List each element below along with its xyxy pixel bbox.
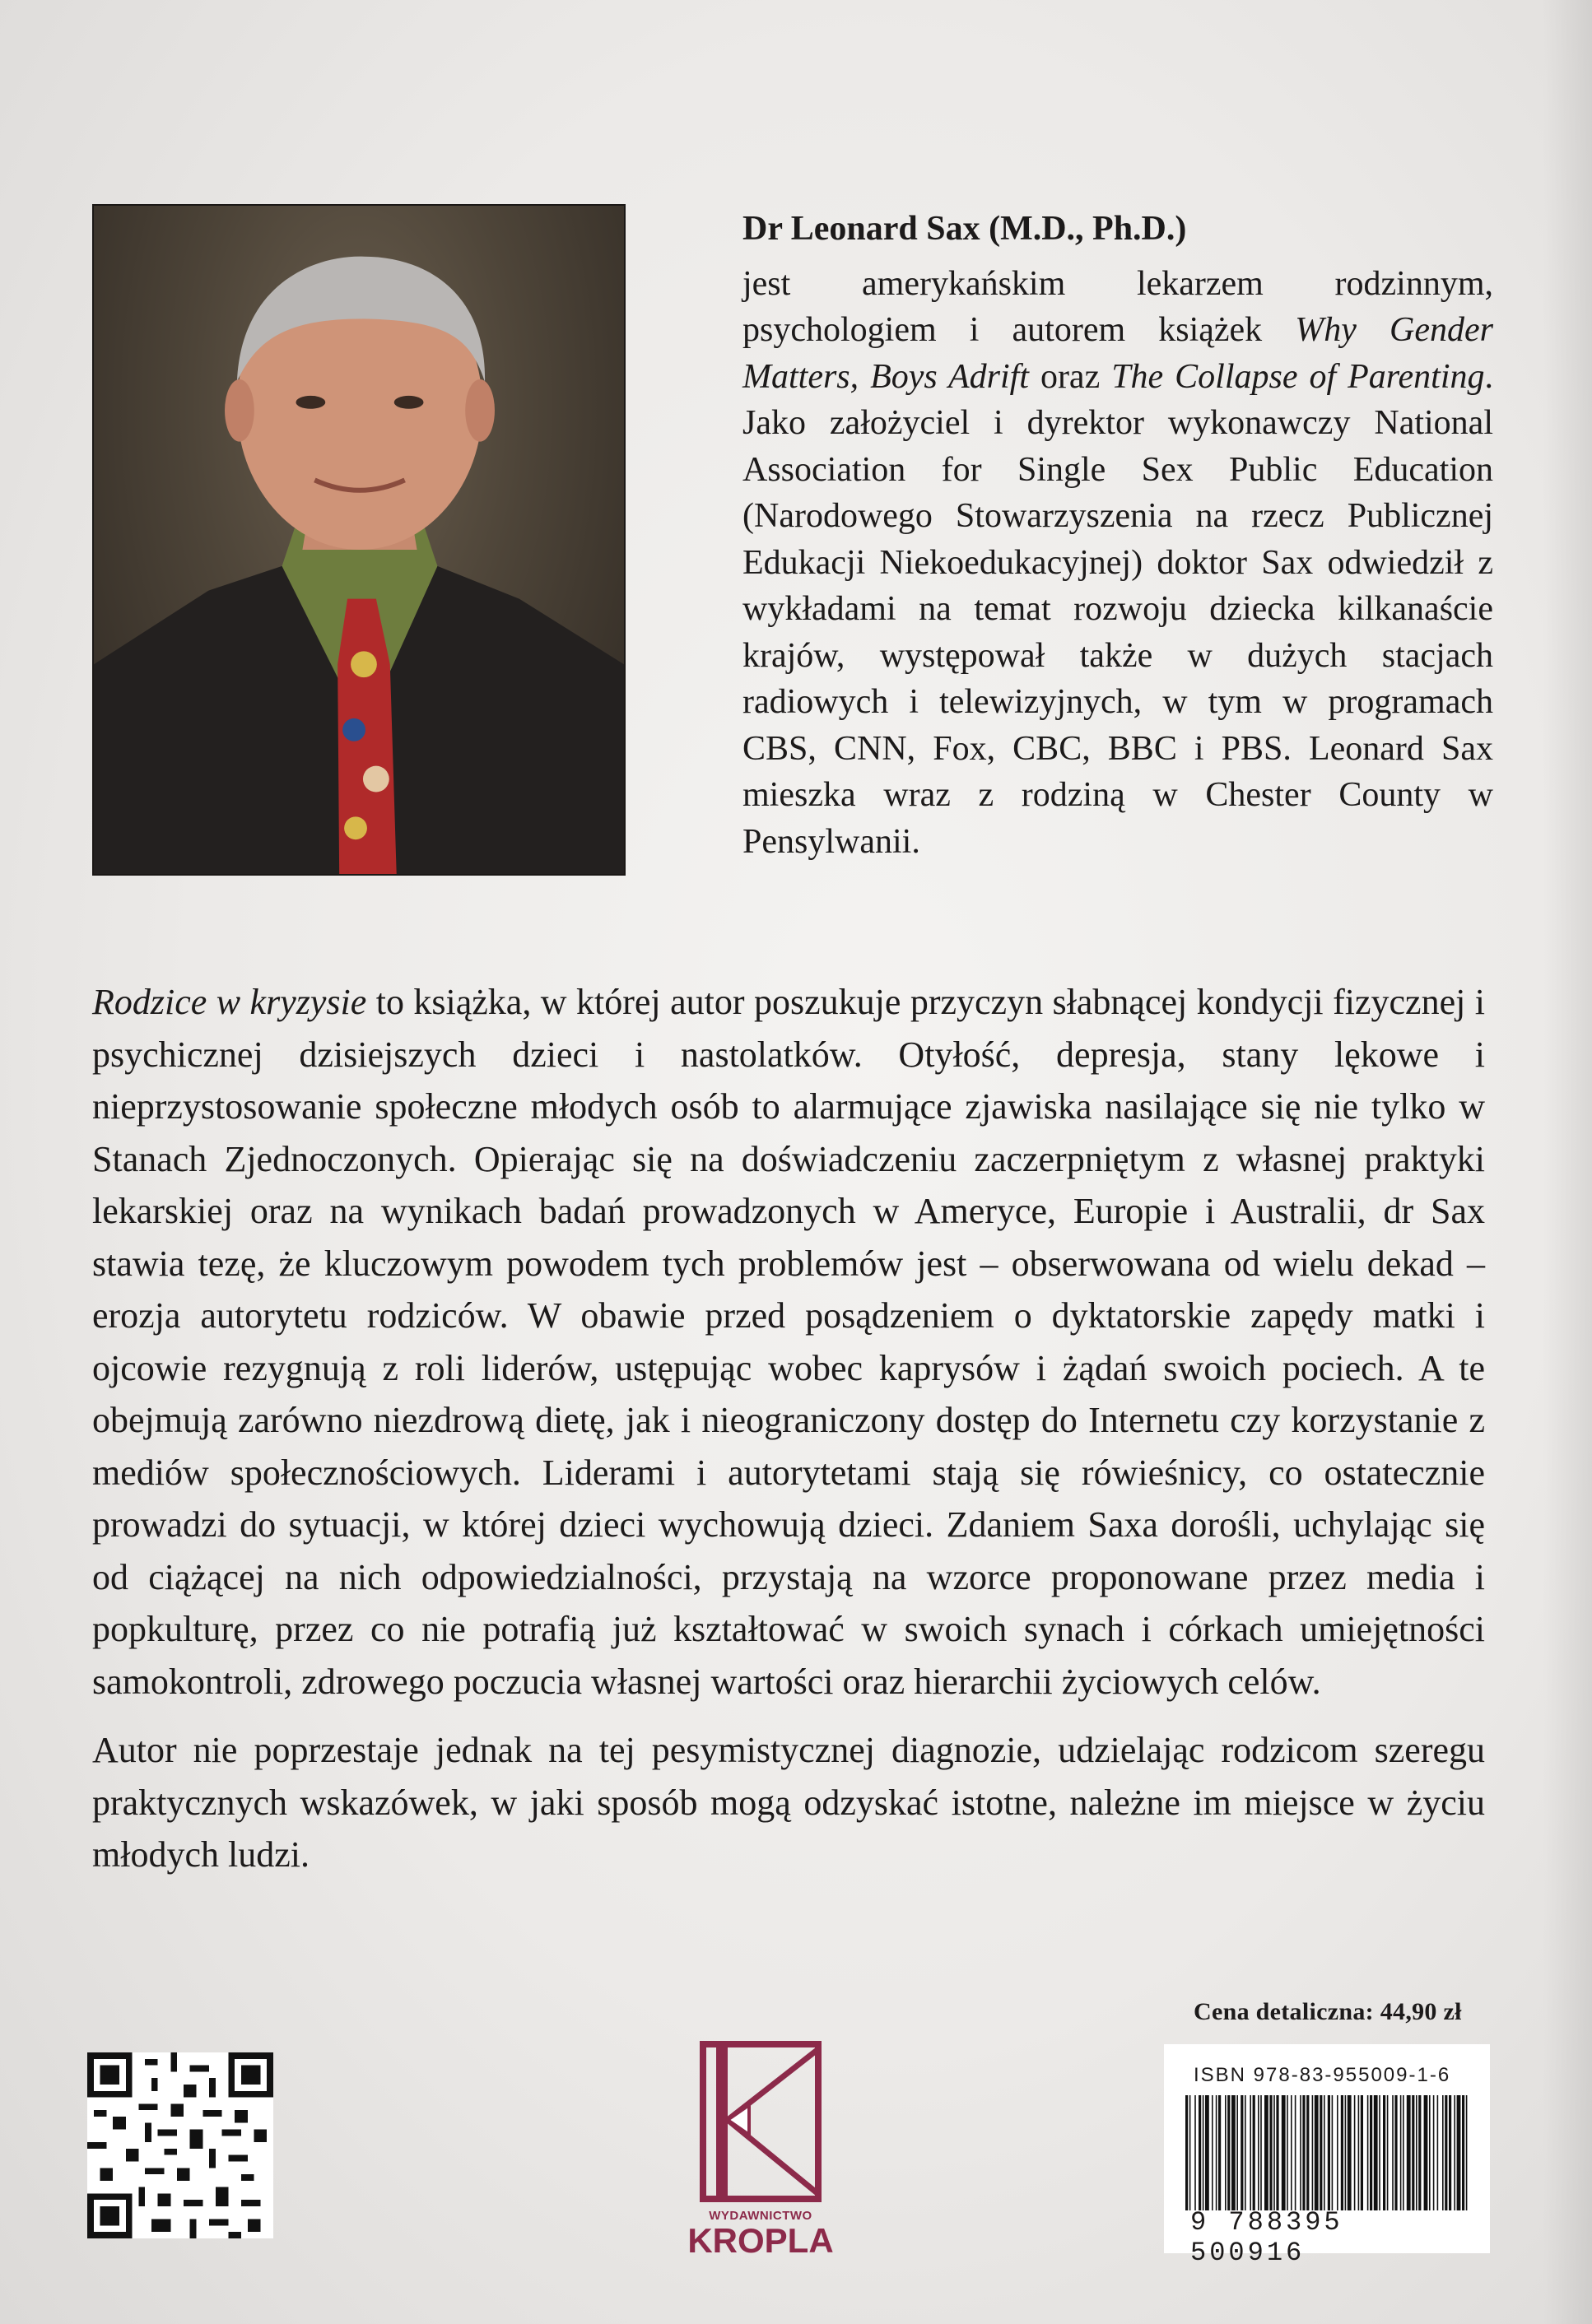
author-portrait-illustration xyxy=(94,206,624,874)
barcode-bar xyxy=(1337,2095,1338,2210)
author-name: Dr Leonard Sax (M.D., Ph.D.) xyxy=(742,210,1187,248)
barcode-bar xyxy=(1282,2095,1286,2210)
barcode-bar xyxy=(1394,2095,1397,2210)
barcode-bar xyxy=(1412,2095,1414,2210)
barcode-bar xyxy=(1276,2095,1278,2210)
publisher-name: KROPLA xyxy=(687,2221,834,2260)
barcode-bar xyxy=(1216,2095,1217,2210)
barcode-bar xyxy=(1358,2095,1360,2210)
barcode-bar xyxy=(1379,2095,1380,2210)
barcode-bar xyxy=(1454,2095,1455,2210)
barcode-bar xyxy=(1260,2095,1262,2210)
barcode-bar xyxy=(1227,2095,1230,2210)
barcode-bar xyxy=(1466,2095,1468,2210)
qr-code-graphic xyxy=(87,2052,273,2238)
barcode-bar xyxy=(1185,2095,1188,2210)
barcode-bar xyxy=(1332,2095,1334,2210)
bio-part: oraz xyxy=(1028,357,1112,396)
bio-part: jest amerykańskim lekarzem rodzinnym, psychologiem i autorem książek xyxy=(742,264,1493,349)
barcode-bar xyxy=(1199,2095,1201,2210)
barcode-bar xyxy=(1416,2095,1417,2210)
barcode-bar xyxy=(1348,2095,1352,2210)
barcode-bar xyxy=(1367,2095,1369,2210)
description-paragraph-1 xyxy=(92,976,1485,1708)
barcode-bar xyxy=(1418,2095,1421,2210)
author-bio xyxy=(742,206,1493,865)
barcode-bar xyxy=(1361,2095,1363,2210)
book-description xyxy=(92,976,1485,1898)
barcode-bar xyxy=(1231,2095,1236,2210)
barcode-bar xyxy=(1383,2095,1385,2210)
publisher-logo xyxy=(678,2041,843,2260)
isbn-barcode xyxy=(1164,2044,1490,2268)
barcode-bar xyxy=(1250,2095,1251,2210)
barcode-bars xyxy=(1185,2095,1469,2210)
author-bio-text xyxy=(742,261,1493,866)
barcode-bar xyxy=(1212,2095,1213,2210)
bio-part-italic: Why Gender Matters, Boys Adrift xyxy=(742,311,1493,396)
barcode-bar xyxy=(1245,2095,1246,2210)
page-edge-shadow xyxy=(1543,0,1592,2324)
barcode-bar xyxy=(1442,2095,1444,2210)
barcode-bar xyxy=(1225,2095,1227,2210)
barcode-bar xyxy=(1328,2095,1330,2210)
retail-price: Cena detaliczna: 44,90 zł xyxy=(1194,1998,1462,2025)
barcode-bar xyxy=(1205,2095,1209,2210)
author-photo xyxy=(92,204,626,876)
barcode-bar xyxy=(1324,2095,1325,2210)
barcode-bar xyxy=(1264,2095,1268,2210)
barcode-bar xyxy=(1315,2095,1319,2210)
barcode-bar xyxy=(1445,2095,1447,2210)
barcode-bar xyxy=(1449,2095,1451,2210)
barcode-bar xyxy=(1302,2095,1305,2210)
barcode-bar xyxy=(1287,2095,1288,2210)
barcode-bar xyxy=(1392,2095,1394,2210)
barcode-bar xyxy=(1457,2095,1461,2210)
barcode-bar xyxy=(1345,2095,1347,2210)
barcode-bar xyxy=(1320,2095,1322,2210)
barcode-bar xyxy=(1400,2095,1402,2210)
barcode-bar xyxy=(1424,2095,1428,2210)
barcode-bar xyxy=(1295,2095,1296,2210)
bio-part-italic: The Collapse of Parenting xyxy=(1111,357,1485,396)
publisher-subtitle: WYDAWNICTWO xyxy=(709,2209,812,2223)
barcode-bar xyxy=(1203,2095,1204,2210)
barcode-bar xyxy=(1306,2095,1309,2210)
barcode-bar xyxy=(1273,2095,1275,2210)
barcode-bar xyxy=(1403,2095,1404,2210)
isbn-number: ISBN 978-83-955009-1-6 xyxy=(1194,2064,1451,2086)
barcode-bar xyxy=(1407,2095,1411,2210)
barcode-bar xyxy=(1218,2095,1221,2210)
barcode-bar xyxy=(1253,2095,1255,2210)
barcode-bar xyxy=(1258,2095,1259,2210)
barcode-bar xyxy=(1300,2095,1301,2210)
kropla-logo-icon xyxy=(700,2041,822,2202)
barcode-bar xyxy=(1354,2095,1356,2210)
barcode-bar xyxy=(1341,2095,1343,2210)
barcode-digits: 9 788395 500916 xyxy=(1190,2207,1343,2268)
qr-code-icon xyxy=(87,2052,273,2238)
barcode-bar xyxy=(1437,2095,1439,2210)
barcode-bar xyxy=(1241,2095,1243,2210)
barcode-bar xyxy=(1462,2095,1464,2210)
description-paragraph-2: Autor nie poprzestaje jednak na tej pesymistycznej diagnozie, udzielając rodzicom szeregu praktycznych wskazówek, w jaki sposób mogą odzyskać istotne, należne im miejsce w życiu młodych ludzi. xyxy=(92,1730,1485,1875)
barcode-bar xyxy=(1370,2095,1372,2210)
barcode-bar xyxy=(1387,2095,1389,2210)
barcode-bar xyxy=(1269,2095,1272,2210)
barcode-bar xyxy=(1189,2095,1191,2210)
barcode-bar xyxy=(1374,2095,1378,2210)
barcode-bar xyxy=(1236,2095,1238,2210)
bio-part: . Jako założyciel i dyrektor wykonawczy National Association for Single Sex Public Education (Narodowego Stowarzyszenia na rzecz Publicznej Edukacji Niekoedukacyjnej) doktor Sax odwiedził z wykładami na temat rozwoju dziecka kilkanaście krajów, występował także w dużych stacjach radiowych i telewizyjnych, w tym w programach CBS, CNN, Fox, CBC, BBC i PBS. Leonard Sax mieszka wraz z rodziną w Chester County w Pensylwanii. xyxy=(742,357,1494,861)
barcode-bar xyxy=(1433,2095,1435,2210)
barcode-bar xyxy=(1429,2095,1431,2210)
barcode-bar xyxy=(1312,2095,1314,2210)
barcode-bar xyxy=(1194,2095,1196,2210)
book-title-italic: Rodzice w kryzysie xyxy=(92,982,367,1022)
barcode-bar xyxy=(1291,2095,1292,2210)
description-text: to książka, w której autor poszukuje przyczyn słabnącej kondycji fizycznej i psychicznej dzisiejszych dzieci i nastolatków. Otyłość, depresja, stany lękowe i nieprzystosowanie społeczne młodych osób to alarmujące zjawiska nasilające się nie tylko w Stanach Zjednoczonych. Opierając się na doświadczeniu zaczerpniętym z własnej praktyki lekarskiej oraz na wynikach badań prowadzonych w Ameryce, Europie i Australii, dr Sax stawia tezę, że kluczowym powodem tych problemów jest – obserwowana od wielu dekad – erozja autorytetu rodziców. W obawie przed posądzeniem o dyktatorskie zapędy matki i ojcowie rezygnują z roli liderów, ustępując wobec kaprysów i żądań swoich pociech. A te obejmują zarówno niezdrową dietę, jak i nieograniczony dostęp do Internetu czy korzystanie z mediów społecznościowych. Liderami i autorytetami stają się rówieśnicy, co ostatecznie prowadzi do sytuacji, w której dzieci wychowują dzieci. Zdaniem Saxa dorośli, uchylając się od ciążącej na nich odpowiedzialności, przystają na wzorce proponowane przez media i popkulturę, przez co nie potrafią już kształtować w swoich synach i córkach umiejętności samokontroli, zdrowego poczucia własnej wartości oraz hierarchii życiowych celów. xyxy=(92,982,1486,1702)
